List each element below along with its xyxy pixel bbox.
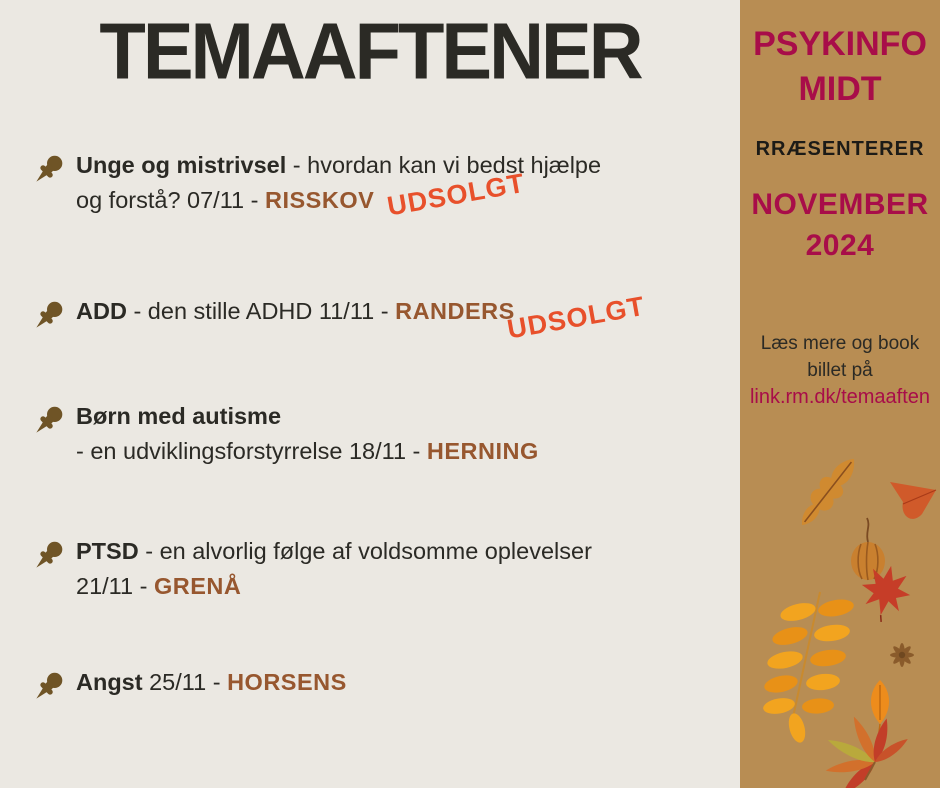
event-desc: 25/11 -: [142, 669, 228, 695]
presents-label: RRÆSENTERER: [755, 138, 925, 160]
soldout-stamp: UDSOLGT: [385, 167, 528, 222]
event-item-add: [28, 294, 515, 336]
event-city: HERNING: [426, 438, 539, 464]
event-title: Angst: [76, 669, 143, 695]
event-item-angst: [28, 665, 347, 707]
event-title: Unge og mistrivsel: [76, 152, 287, 178]
event-text: [76, 534, 592, 604]
autumn-leaf-icon: [825, 714, 910, 788]
event-desc: - en udviklingsforstyrrelse 18/11 -: [76, 438, 427, 464]
event-text: [76, 665, 347, 700]
autumn-leaves-decoration: [740, 430, 940, 788]
booking-info: [740, 330, 940, 384]
event-city: GRENÅ: [153, 573, 242, 599]
event-date: 21/11 -: [76, 573, 154, 599]
month-title: [740, 184, 940, 266]
pushpin-icon: [28, 150, 68, 190]
event-city: RISSKOV: [265, 187, 375, 213]
booking-info-line2: billet på: [807, 360, 873, 381]
oak-leaf-icon: [792, 451, 864, 533]
booking-link[interactable]: link.rm.dk/temaaften: [749, 386, 931, 408]
event-item-born-med-autisme: [28, 399, 539, 469]
event-desc: - en alvorlig følge af voldsomme oplevelser: [138, 538, 592, 564]
event-title: PTSD: [76, 538, 139, 564]
soldout-stamp: UDSOLGT: [505, 290, 648, 345]
pushpin-icon: [28, 667, 68, 707]
brand-line1: PSYKINFO: [753, 25, 927, 63]
brand-line2: MIDT: [798, 70, 882, 108]
event-title: ADD: [76, 298, 127, 324]
event-city: RANDERS: [395, 298, 515, 324]
event-title: Børn med autisme: [76, 403, 282, 429]
physalis-icon: [851, 518, 885, 580]
star-anise-icon: [890, 643, 914, 667]
month-line2: 2024: [805, 229, 875, 262]
event-date: og forstå? 07/11 -: [76, 187, 265, 213]
event-item-ptsd: [28, 534, 592, 604]
page-title: TEMAAFTENER: [99, 6, 641, 97]
event-desc: - den stille ADHD 11/11 -: [126, 298, 396, 324]
event-desc: - hvordan kan vi bedst hjælpe: [286, 152, 602, 178]
red-leaf-icon: [890, 482, 936, 519]
event-text: [76, 294, 515, 329]
event-text: [76, 399, 539, 469]
event-city: HORSENS: [227, 669, 347, 695]
rowan-leaf-icon: [762, 592, 855, 744]
pushpin-icon: [28, 296, 68, 336]
brand-title: [740, 22, 940, 112]
booking-info-line1: Læs mere og book: [760, 333, 920, 354]
pushpin-icon: [28, 536, 68, 576]
pushpin-icon: [28, 401, 68, 441]
month-line1: NOVEMBER: [751, 188, 929, 221]
sidebar: [740, 0, 940, 788]
